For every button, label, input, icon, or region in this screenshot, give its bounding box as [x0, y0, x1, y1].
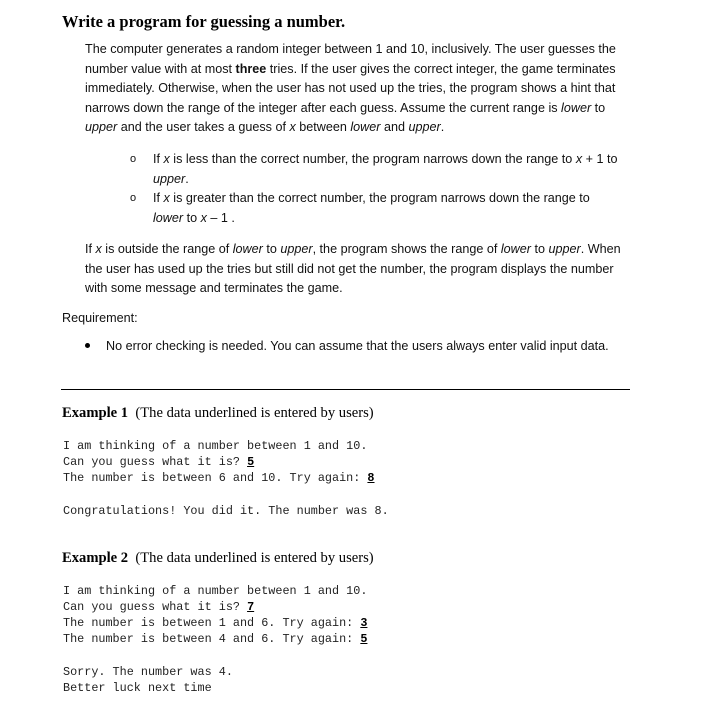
example2-result: Sorry. The number was 4. Better luck next time: [63, 665, 233, 695]
example1-heading: Example 1 (The data underlined is entered by users): [62, 405, 374, 421]
circle-bullet-icon: o: [130, 192, 137, 204]
outro-paragraph: If x is outside the range of lower to upper, the program shows the range of lower to upper. When the user has used up the tries but still did not get the number, the program displays the number with some message and terminates the game.: [85, 242, 621, 295]
list-item: o If x is greater than the correct number, the program narrows down the range to lower to x – 1 .: [130, 191, 590, 225]
example2-output: I am thinking of a number between 1 and 10. Can you guess what it is? 7 The number is between 1 and 6. Try again: 3 The number is between 4 and 6. Try again: 5: [63, 584, 368, 646]
bullet-icon: [85, 343, 90, 348]
circle-bullet-icon: o: [130, 153, 137, 165]
requirement-label: Requirement:: [62, 311, 138, 325]
intro-paragraph: The computer generates a random integer between 1 and 10, inclusively. The user guesses the number value with at most three tries. If the user gives the correct integer, the game terminates immediately. Otherwise, when the user has not used up the tries, the program shows a hint that narrows down the range of the integer after each guess. Assume the current range is lower to upper and the user takes a guess of x between lower and upper.: [85, 42, 616, 134]
divider: [61, 389, 630, 390]
hint-list: [130, 150, 630, 228]
example1-result: Congratulations! You did it. The number was 8.: [63, 504, 389, 518]
example1-output: I am thinking of a number between 1 and 10. Can you guess what it is? 5 The number is between 6 and 10. Try again: 8: [63, 439, 375, 485]
example2-heading: Example 2 (The data underlined is entered by users): [62, 550, 374, 566]
list-item: o If x is less than the correct number, the program narrows down the range to x + 1 to upper.: [130, 152, 618, 186]
page-title: Write a program for guessing a number.: [62, 12, 346, 31]
requirement-item: No error checking is needed. You can assume that the users always enter valid input data.: [85, 339, 609, 353]
